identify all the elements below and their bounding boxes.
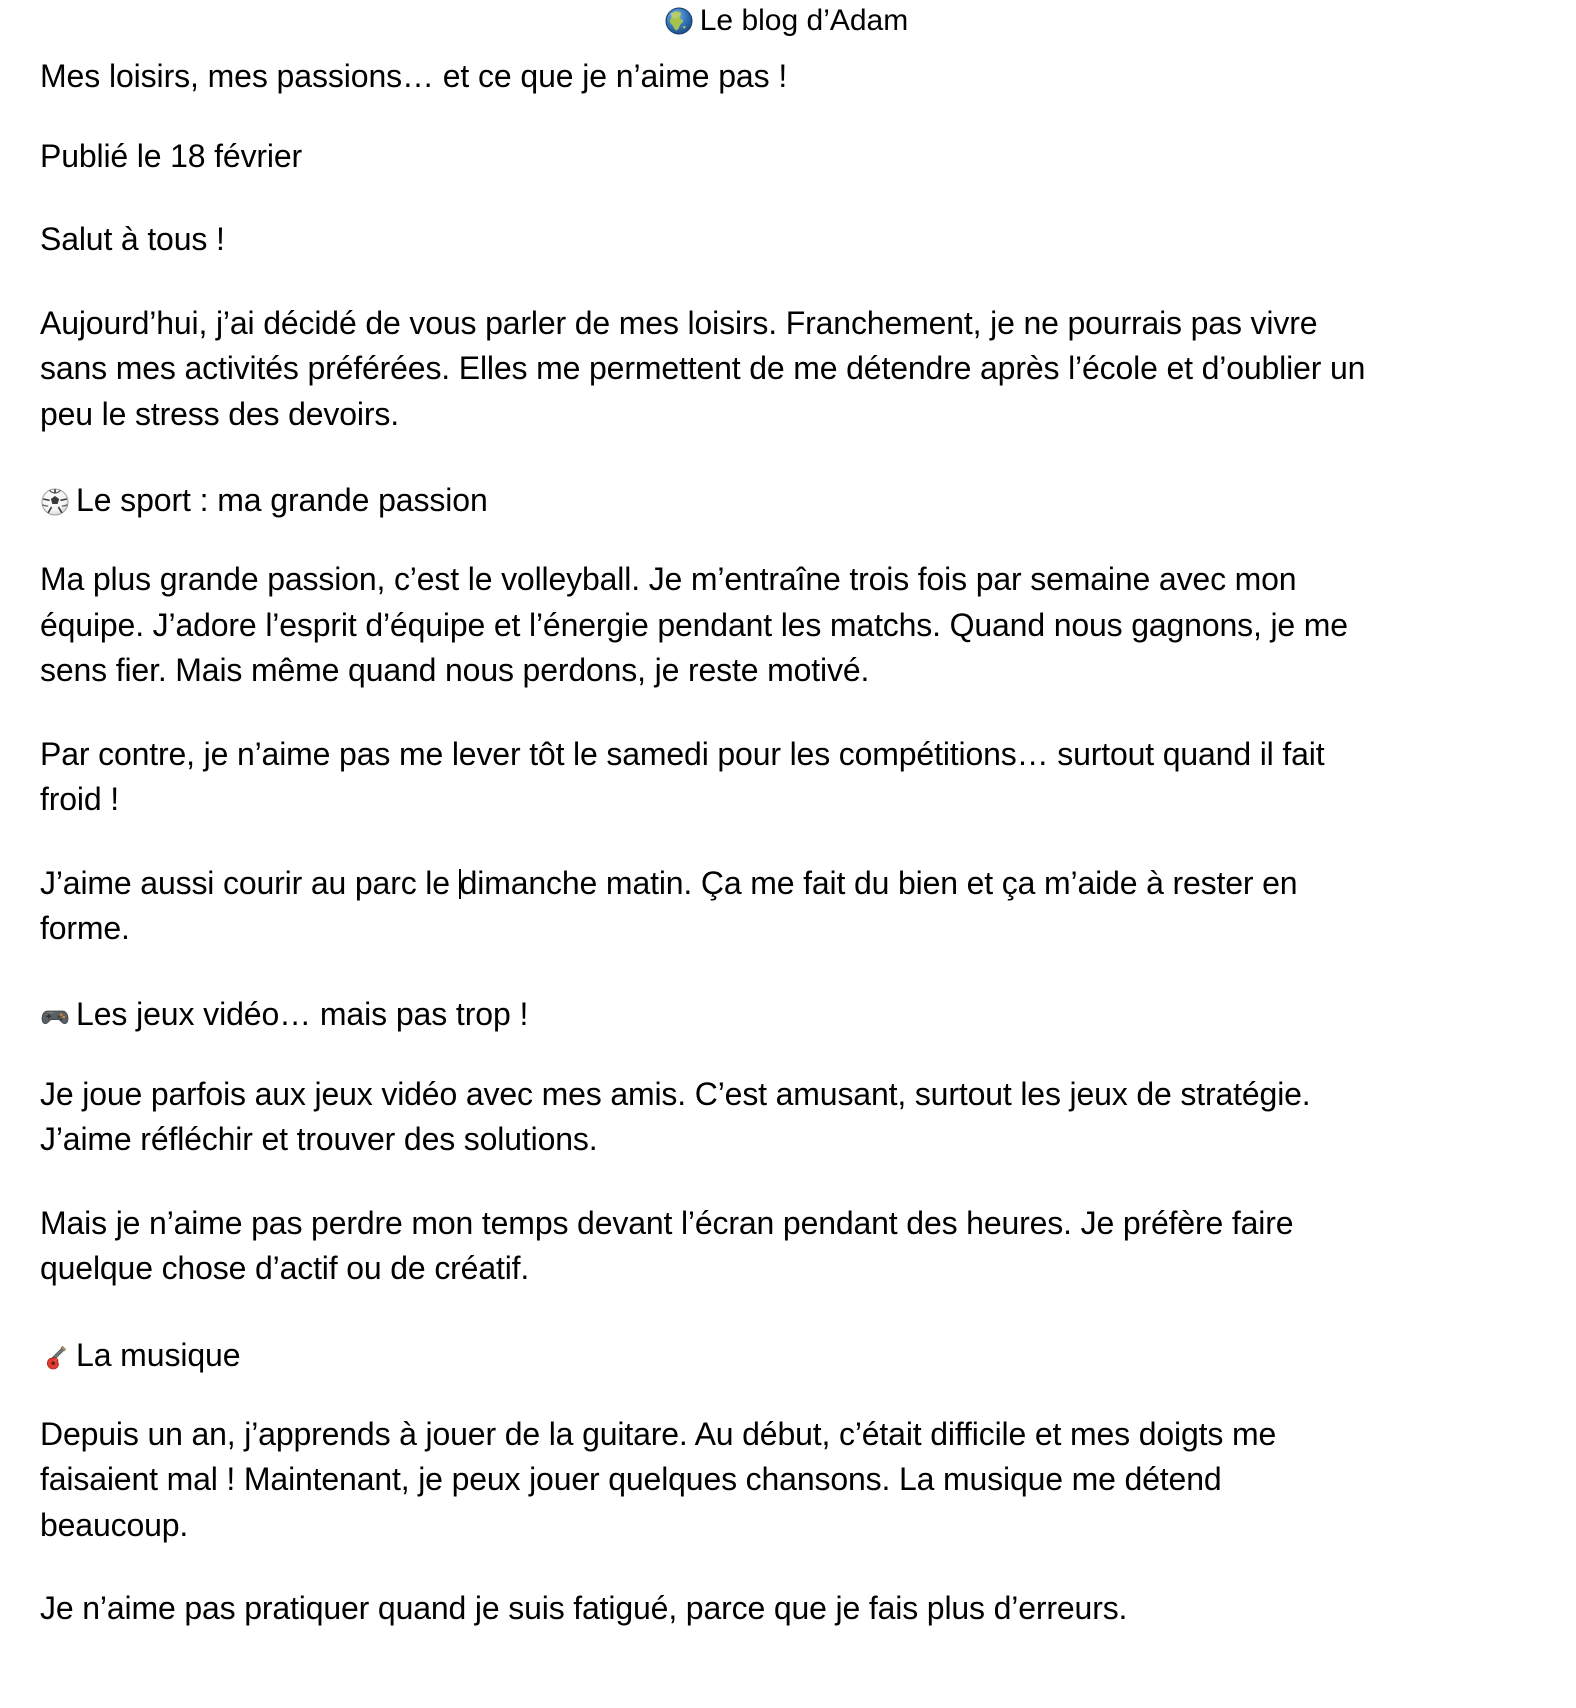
section-heading-sport xyxy=(40,481,1532,519)
document-header-text: Le blog d’Adam xyxy=(699,4,909,37)
text-before-caret: J’aime aussi courir au parc le xyxy=(40,864,459,901)
guitar-icon xyxy=(40,1342,70,1372)
page-title: Mes loisirs, mes passions… et ce que je n’aime pas ! xyxy=(40,58,788,94)
section-heading-label: La musique xyxy=(76,1336,241,1373)
section-heading-label: Le sport : ma grande passion xyxy=(76,481,488,518)
music-paragraph-2: Je n’aime pas pratiquer quand je suis fatigué, parce que je fais plus d’erreurs. xyxy=(40,1590,1128,1627)
sport-paragraph-3 xyxy=(40,861,1370,952)
sport-paragraph-1: Ma plus grande passion, c’est le volleyball. Je m’entraîne trois fois par semaine avec mon équipe. J’adore l’esprit d’équipe et l’énergie pendant les matchs. Quand nous gagnons, je me sens fier. Mais même quand nous perdons, je reste motivé. xyxy=(40,561,1348,689)
published-date: Publié le 18 février xyxy=(40,137,303,174)
video-game-controller-icon xyxy=(40,1001,70,1031)
greeting-text: Salut à tous ! xyxy=(40,221,225,258)
games-paragraph-1: Je joue parfois aux jeux vidéo avec mes amis. C’est amusant, surtout les jeux de stratégie. J’aime réfléchir et trouver des solutions. xyxy=(40,1075,1311,1158)
soccer-ball-icon xyxy=(40,487,70,517)
globe-europe-africa-icon xyxy=(664,6,694,36)
music-paragraph-1: Depuis un an, j’apprends à jouer de la guitare. Au début, c’était difficile et mes doigts me faisaient mal ! Maintenant, je peux jouer quelques chansons. La musique me détend beaucoup. xyxy=(40,1415,1277,1543)
text-after-caret: dimanche matin. Ça me fait du bien et ça m’aide à rester en forme. xyxy=(40,864,1298,946)
section-heading-video-games xyxy=(40,995,1532,1033)
document-header xyxy=(40,0,1532,36)
games-paragraph-2: Mais je n’aime pas perdre mon temps devant l’écran pendant des heures. Je préfère faire quelque chose d’actif ou de créatif. xyxy=(40,1204,1294,1287)
section-heading-label: Les jeux vidéo… mais pas trop ! xyxy=(76,996,529,1033)
section-heading-music xyxy=(40,1336,1532,1374)
sport-paragraph-2: Par contre, je n’aime pas me lever tôt le samedi pour les compétitions… surtout quand il fait froid ! xyxy=(40,735,1325,818)
intro-paragraph: Aujourd’hui, j’ai décidé de vous parler de mes loisirs. Franchement, je ne pourrais pas vivre sans mes activités préférées. Elles me permettent de me détendre après l’école et d’oublier un peu le stress des devoirs. xyxy=(40,304,1366,432)
